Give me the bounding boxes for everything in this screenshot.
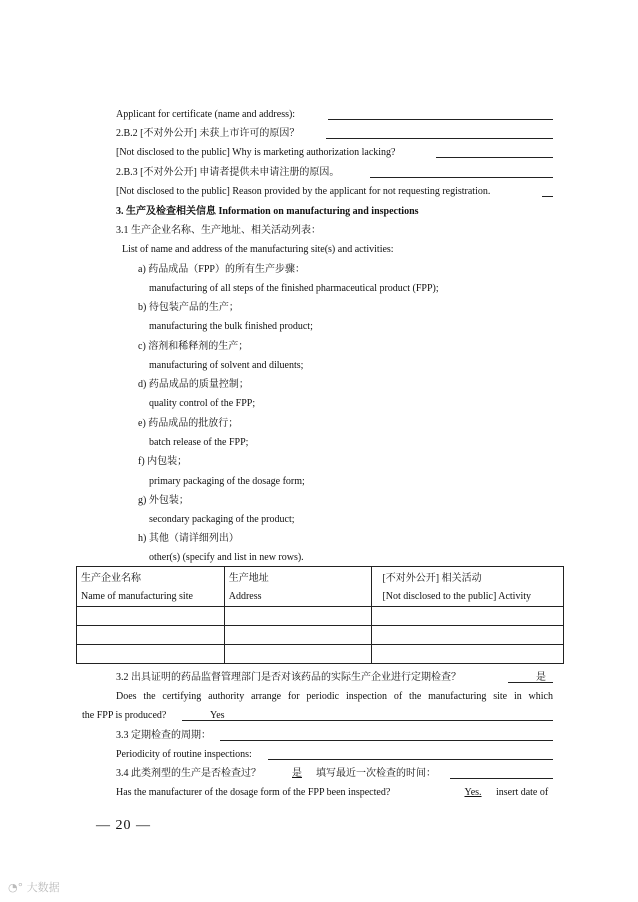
q34-zh-b: 填写最近一次检查的时间： [316,768,436,779]
q32-en-answer: Yes [210,710,225,721]
q33-en: Periodicity of routine inspections: [116,749,252,760]
q32-zh-fill-line [508,682,553,683]
activity-f-en: primary packaging of the dosage form; [149,476,305,487]
table-cell[interactable] [224,645,372,664]
q32-en-line1: Does the certifying authority arrange for periodic inspection of the manufacturing site in which [116,691,553,702]
section3-heading: 3. 生产及检查相关信息 Information on manufacturing and inspections [116,206,419,217]
activity-h-zh: h) 其他（请详细列出） [138,533,239,544]
activity-c-en: manufacturing of solvent and diluents; [149,360,304,371]
table-cell[interactable] [372,645,564,664]
applicant-fill-line [328,119,553,120]
table-row [77,645,564,664]
manufacturing-sites-table [76,566,564,664]
q32-zh-answer: 是 [536,672,546,683]
header-address [224,567,372,607]
q32-en-line2: the FPP is produced? [82,710,167,721]
table-cell[interactable] [77,645,225,664]
q33-zh: 3.3 定期检查的周期： [116,730,211,741]
table-cell[interactable] [372,607,564,626]
watermark [8,879,60,895]
page-number-value: 20 [115,818,132,833]
activity-h-en: other(s) (specify and list in new rows). [149,552,304,563]
q32-en-fill-line [182,720,553,721]
activity-g-zh: g) 外包装； [138,495,189,506]
q2b3-en: [Not disclosed to the public] Reason provided by the applicant for not requesting registration. [116,186,491,197]
q34-zh-answer: 是 [292,768,302,779]
header-activity [372,567,564,607]
table-row [77,607,564,626]
q2b2-en-fill-line [436,157,553,158]
activity-b-en: manufacturing the bulk finished product; [149,321,313,332]
page-number [96,818,151,834]
page-number-dash-left: — [96,818,116,833]
table-cell[interactable] [224,626,372,645]
activity-d-zh: d) 药品成品的质量控制； [138,379,249,390]
watermark-logo-icon: ◔° [8,881,27,894]
activity-e-en: batch release of the FPP; [149,437,249,448]
activity-a-zh: a) 药品成品（FPP）的所有生产步骤： [138,264,305,275]
q2b2-zh: 2.B.2 [不对外公开] 未获上市许可的原因？ [116,128,300,139]
header-site-name-zh: 生产企业名称 [81,573,141,584]
q34-en-b: insert date of [496,787,549,798]
q2b3-zh-fill-line [370,177,553,178]
watermark-text: 大数据 [26,881,60,894]
q2b3-zh: 2.B.3 [不对外公开] 申请者提供未申请注册的原因。 [116,167,340,178]
activity-c-zh: c) 溶剂和稀释剂的生产； [138,341,249,352]
header-address-zh: 生产地址 [228,573,269,584]
table-cell[interactable] [224,607,372,626]
activity-e-zh: e) 药品成品的批放行； [138,418,239,429]
table-header-row [77,567,564,607]
table-row [77,626,564,645]
q2b3-en-fill-line [542,196,553,197]
q34-zh-a: 3.4 此类剂型的生产是否检查过？ [116,768,261,779]
q34-en-a: Has the manufacturer of the dosage form of the FPP been inspected? [116,787,391,798]
table-cell[interactable] [372,626,564,645]
header-site-name [77,567,225,607]
table-cell[interactable] [77,607,225,626]
q34-en-answer: Yes. [464,787,482,798]
q2b2-en: [Not disclosed to the public] Why is marketing authorization lacking? [116,147,396,158]
applicant-label: Applicant for certificate (name and address): [116,109,296,120]
header-activity-zh: [不对外公开] 相关活动 [382,573,482,584]
header-address-en: Address [228,591,262,602]
header-site-name-en: Name of manufacturing site [81,591,193,602]
q2b2-zh-fill-line [326,138,553,139]
q33-zh-fill-line [220,740,553,741]
activity-g-en: secondary packaging of the product; [149,514,295,525]
header-activity-en: [Not disclosed to the public] Activity [382,591,532,602]
q31-en: List of name and address of the manufacturing site(s) and activities: [122,244,394,255]
q34-zh-fill-line [450,778,553,779]
activity-d-en: quality control of the FPP; [149,398,256,409]
q32-zh: 3.2 出具证明的药品监督管理部门是否对该药品的实际生产企业进行定期检查？ [116,672,461,683]
activity-a-en: manufacturing of all steps of the finished pharmaceutical product (FPP); [149,283,439,294]
activity-f-zh: f) 内包装； [138,456,188,467]
q31-zh: 3.1 生产企业名称、生产地址、相关活动列表： [116,225,321,236]
table-cell[interactable] [77,626,225,645]
q33-en-fill-line [268,759,553,760]
activity-b-zh: b) 待包装产品的生产； [138,302,239,313]
page-number-dash-right: — [131,818,151,833]
